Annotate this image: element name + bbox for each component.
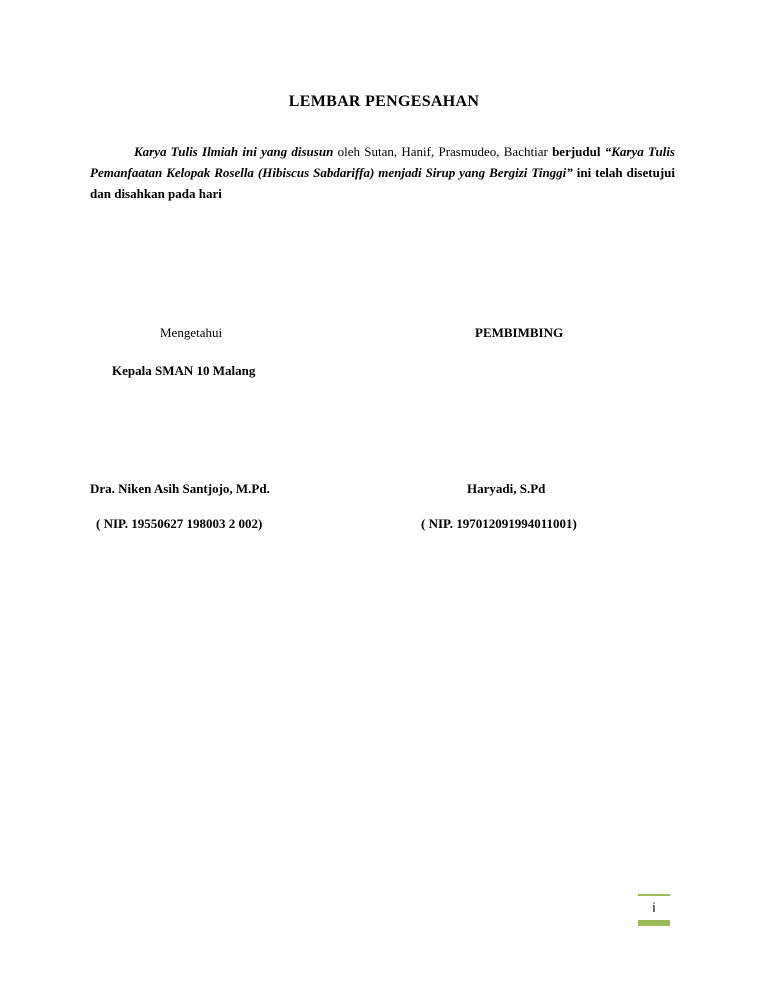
page-title: LEMBAR PENGESAHAN: [288, 93, 480, 110]
left-signature-nip: ( NIP. 19550627 198003 2 002): [96, 516, 263, 531]
page-number-bottom-rule: [638, 920, 670, 926]
right-signature-role: PEMBIMBING: [475, 325, 564, 340]
right-signature-name: Haryadi, S.Pd: [467, 481, 546, 496]
page-number-box: [638, 894, 670, 926]
paragraph-part-4: “Karya Tulis Pemanfaatan Kelopak Rosella (Hibiscus Sabdariffa) menjadi Sirup yang Bergizi Tinggi”: [90, 144, 675, 180]
page-number-top-rule: [638, 894, 670, 896]
left-signature-role: Mengetahui: [160, 325, 223, 340]
approval-paragraph: [90, 141, 675, 204]
paragraph-part-5: ini telah disetujui dan disahkan pada hari: [90, 165, 675, 201]
left-signature-position: Kepala SMAN 10 Malang: [112, 363, 256, 378]
right-signature-nip: ( NIP. 197012091994011001): [421, 516, 577, 531]
left-signature-name: Dra. Niken Asih Santjojo, M.Pd.: [90, 481, 270, 496]
paragraph-part-2: oleh Sutan, Hanif, Prasmudeo, Bachtiar: [333, 144, 553, 159]
paragraph-part-1: Karya Tulis Ilmiah ini yang disusun: [134, 144, 334, 159]
paragraph-part-3: berjudul: [552, 144, 601, 159]
page-number: i: [652, 900, 656, 915]
